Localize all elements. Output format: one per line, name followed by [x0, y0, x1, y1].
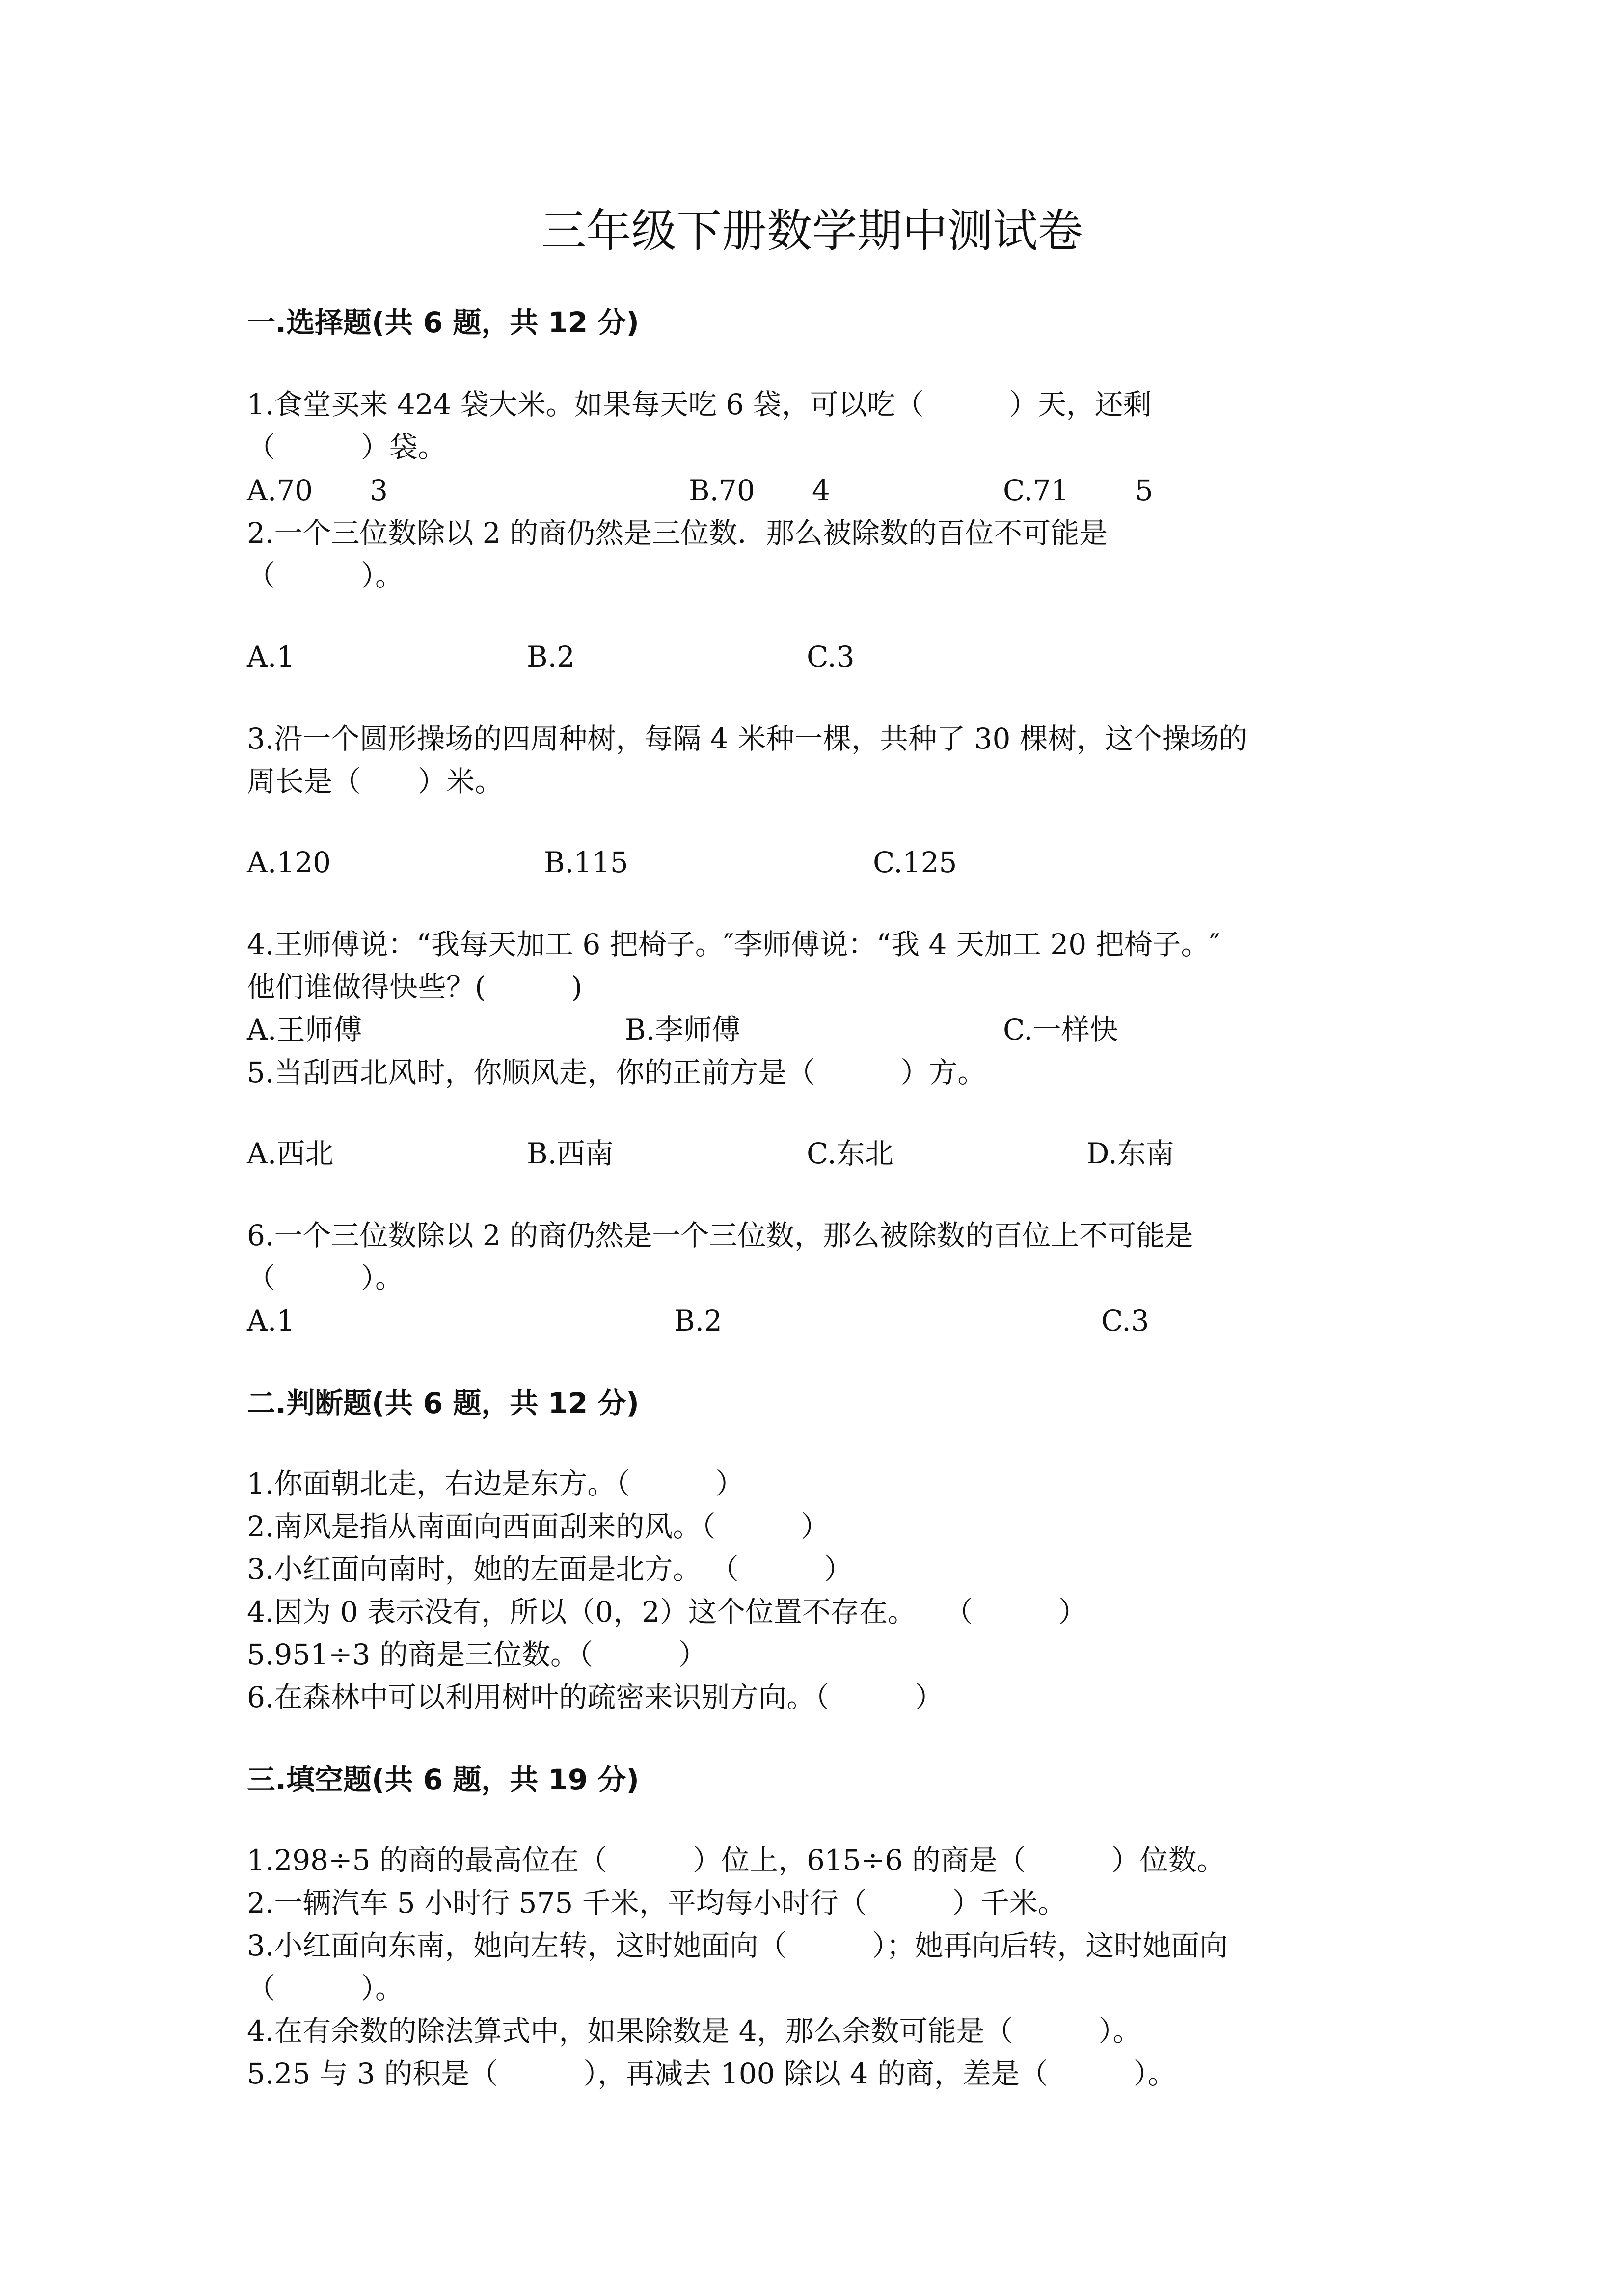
option-a: A.120: [247, 846, 331, 879]
question-text: 他们谁做得快些？( ): [247, 970, 583, 1004]
option-c: C.125: [873, 846, 957, 879]
option-b: B.70 4: [689, 474, 830, 507]
option-b: B.西南: [527, 1137, 614, 1170]
question-text: 6.一个三位数除以 2 的商仍然是一个三位数，那么被除数的百位上不可能是: [247, 1219, 1193, 1252]
section-heading-fill-in: 三.填空题(共 6 题，共 19 分): [247, 1763, 639, 1796]
section-heading-judgement: 二.判断题(共 6 题，共 12 分): [247, 1387, 639, 1420]
judgement-item: 3.小红面向南时，她的左面是北方。 （ ）: [247, 1552, 853, 1586]
option-c: C.东北: [807, 1137, 893, 1170]
question-text: 5.当刮西北风时，你顺风走，你的正前方是（ ）方。: [247, 1056, 986, 1089]
question-text: 4.王师傅说：“我每天加工 6 把椅子。″李师傅说：“我 4 天加工 20 把椅子。″: [247, 928, 1220, 961]
question-text: 2.一个三位数除以 2 的商仍然是三位数．那么被除数的百位不可能是: [247, 516, 1108, 550]
fill-in-item: 5.25 与 3 的积是（ ），再减去 100 除以 4 的商，差是（ ）。: [247, 2057, 1176, 2090]
question-text: （ ）。: [247, 559, 404, 592]
option-a: A.1: [247, 640, 295, 673]
judgement-item: 4.因为 0 表示没有，所以（0，2）这个位置不存在。 （ ）: [247, 1595, 1087, 1629]
option-c: C.3: [1101, 1304, 1149, 1337]
option-a: A.1: [247, 1304, 295, 1337]
question-text: （ ）袋。: [247, 430, 447, 464]
option-a: A.70 3: [247, 474, 388, 507]
fill-in-item: （ ）。: [247, 1972, 404, 2005]
option-d: D.东南: [1086, 1137, 1174, 1170]
question-text: 3.沿一个圆形操场的四周种树，每隔 4 米种一棵，共种了 30 棵树，这个操场的: [247, 722, 1247, 755]
fill-in-item: 4.在有余数的除法算式中，如果除数是 4，那么余数可能是（ ）。: [247, 2014, 1141, 2048]
fill-in-item: 1.298÷5 的商的最高位在（ ）位上，615÷6 的商是（ ）位数。: [247, 1843, 1225, 1877]
option-c: C.71 5: [1003, 474, 1153, 507]
judgement-item: 1.你面朝北走，右边是东方。（ ）: [247, 1467, 744, 1500]
page-title: 三年级下册数学期中测试卷: [541, 205, 1083, 257]
question-text: 周长是（ ）米。: [247, 765, 504, 798]
option-b: B.李师傅: [625, 1013, 741, 1046]
option-c: C.3: [807, 640, 855, 673]
fill-in-item: 3.小红面向东南，她向左转，这时她面向（ ）；她再向后转，这时她面向: [247, 1929, 1228, 1962]
option-c: C.一样快: [1003, 1013, 1118, 1046]
judgement-item: 6.在森林中可以利用树叶的疏密来识别方向。（ ）: [247, 1681, 944, 1714]
fill-in-item: 2.一辆汽车 5 小时行 575 千米，平均每小时行（ ）千米。: [247, 1886, 1066, 1920]
section-heading-choice: 一.选择题(共 6 题，共 12 分): [247, 306, 639, 339]
option-b: B.2: [674, 1304, 722, 1337]
option-b: B.115: [544, 846, 628, 879]
judgement-item: 5.951÷3 的商是三位数。（ ）: [247, 1638, 707, 1671]
option-a: A.王师傅: [247, 1013, 362, 1046]
option-a: A.西北: [247, 1137, 334, 1170]
question-text: （ ）。: [247, 1261, 404, 1295]
judgement-item: 2.南风是指从南面向西面刮来的风。（ ）: [247, 1510, 830, 1543]
question-text: 1.食堂买来 424 袋大米。如果每天吃 6 袋，可以吃（ ）天，还剩: [247, 388, 1152, 421]
option-b: B.2: [527, 640, 575, 673]
